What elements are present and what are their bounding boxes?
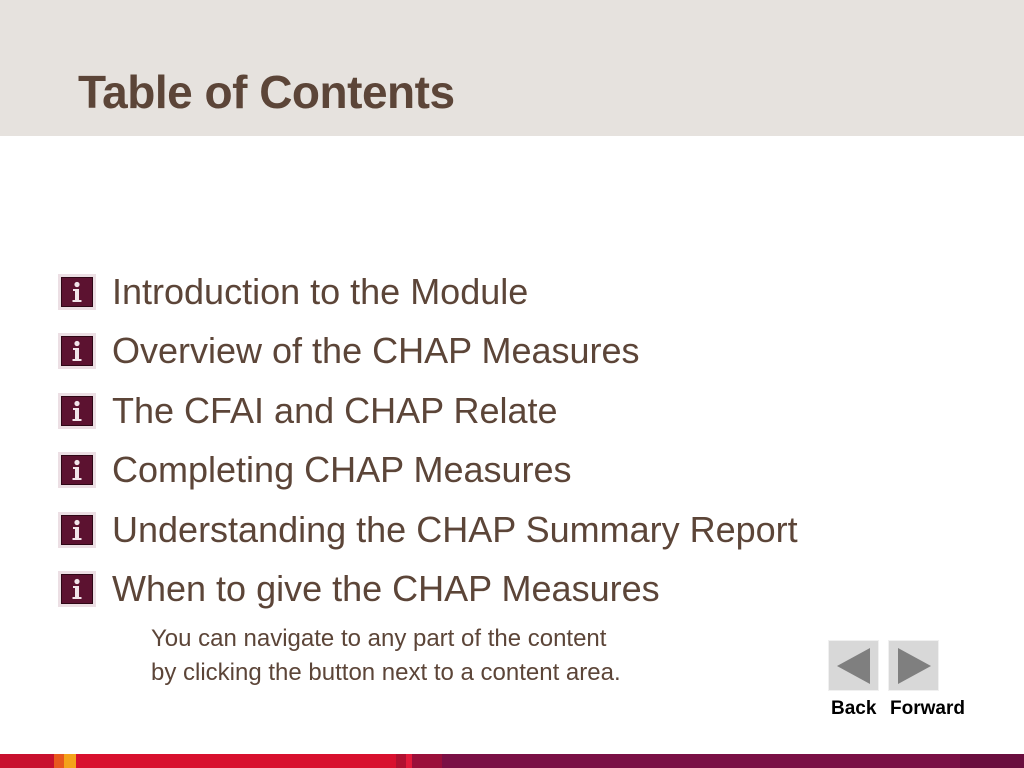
triangle-left-icon xyxy=(834,646,874,686)
footer-segment xyxy=(442,754,960,768)
toc-link[interactable]: Understanding the CHAP Summary Report xyxy=(112,508,798,550)
info-button[interactable] xyxy=(58,452,96,488)
info-icon xyxy=(61,396,93,426)
footer-segment xyxy=(960,754,1024,768)
footer-stripe xyxy=(0,754,1024,768)
hint-line: You can navigate to any part of the content xyxy=(151,625,607,652)
toc-item-introduction xyxy=(58,262,938,322)
hint-line: by clicking the button next to a content area. xyxy=(151,659,621,686)
info-button[interactable] xyxy=(58,512,96,548)
forward-label[interactable]: Forward xyxy=(890,698,965,719)
info-button[interactable] xyxy=(58,274,96,310)
back-label[interactable]: Back xyxy=(831,698,877,719)
footer-segment xyxy=(64,754,76,768)
footer-segment xyxy=(0,754,54,768)
page-title: Table of Contents xyxy=(78,66,455,118)
info-icon xyxy=(61,277,93,307)
toc-link[interactable]: When to give the CHAP Measures xyxy=(112,568,660,610)
toc-link[interactable]: Completing CHAP Measures xyxy=(112,449,572,491)
footer-segment xyxy=(54,754,64,768)
toc-item-completing xyxy=(58,441,938,501)
toc-item-overview xyxy=(58,322,938,382)
info-icon xyxy=(61,455,93,485)
toc-link[interactable]: Introduction to the Module xyxy=(112,270,529,312)
toc-item-when-to-give xyxy=(58,560,938,620)
info-icon xyxy=(61,574,93,604)
footer-segment xyxy=(396,754,406,768)
info-icon xyxy=(61,515,93,545)
toc-link[interactable]: The CFAI and CHAP Relate xyxy=(112,389,558,431)
toc-link[interactable]: Overview of the CHAP Measures xyxy=(112,330,640,372)
toc-item-cfai-chap xyxy=(58,381,938,441)
info-button[interactable] xyxy=(58,571,96,607)
footer-segment xyxy=(76,754,396,768)
toc-list xyxy=(58,262,938,619)
footer-segment xyxy=(412,754,442,768)
info-button[interactable] xyxy=(58,393,96,429)
info-button[interactable] xyxy=(58,333,96,369)
forward-button[interactable] xyxy=(888,640,939,691)
toc-item-summary-report xyxy=(58,500,938,560)
info-icon xyxy=(61,336,93,366)
triangle-right-icon xyxy=(894,646,934,686)
back-button[interactable] xyxy=(828,640,879,691)
header-band xyxy=(0,0,1024,136)
navigation-hint xyxy=(151,622,621,690)
